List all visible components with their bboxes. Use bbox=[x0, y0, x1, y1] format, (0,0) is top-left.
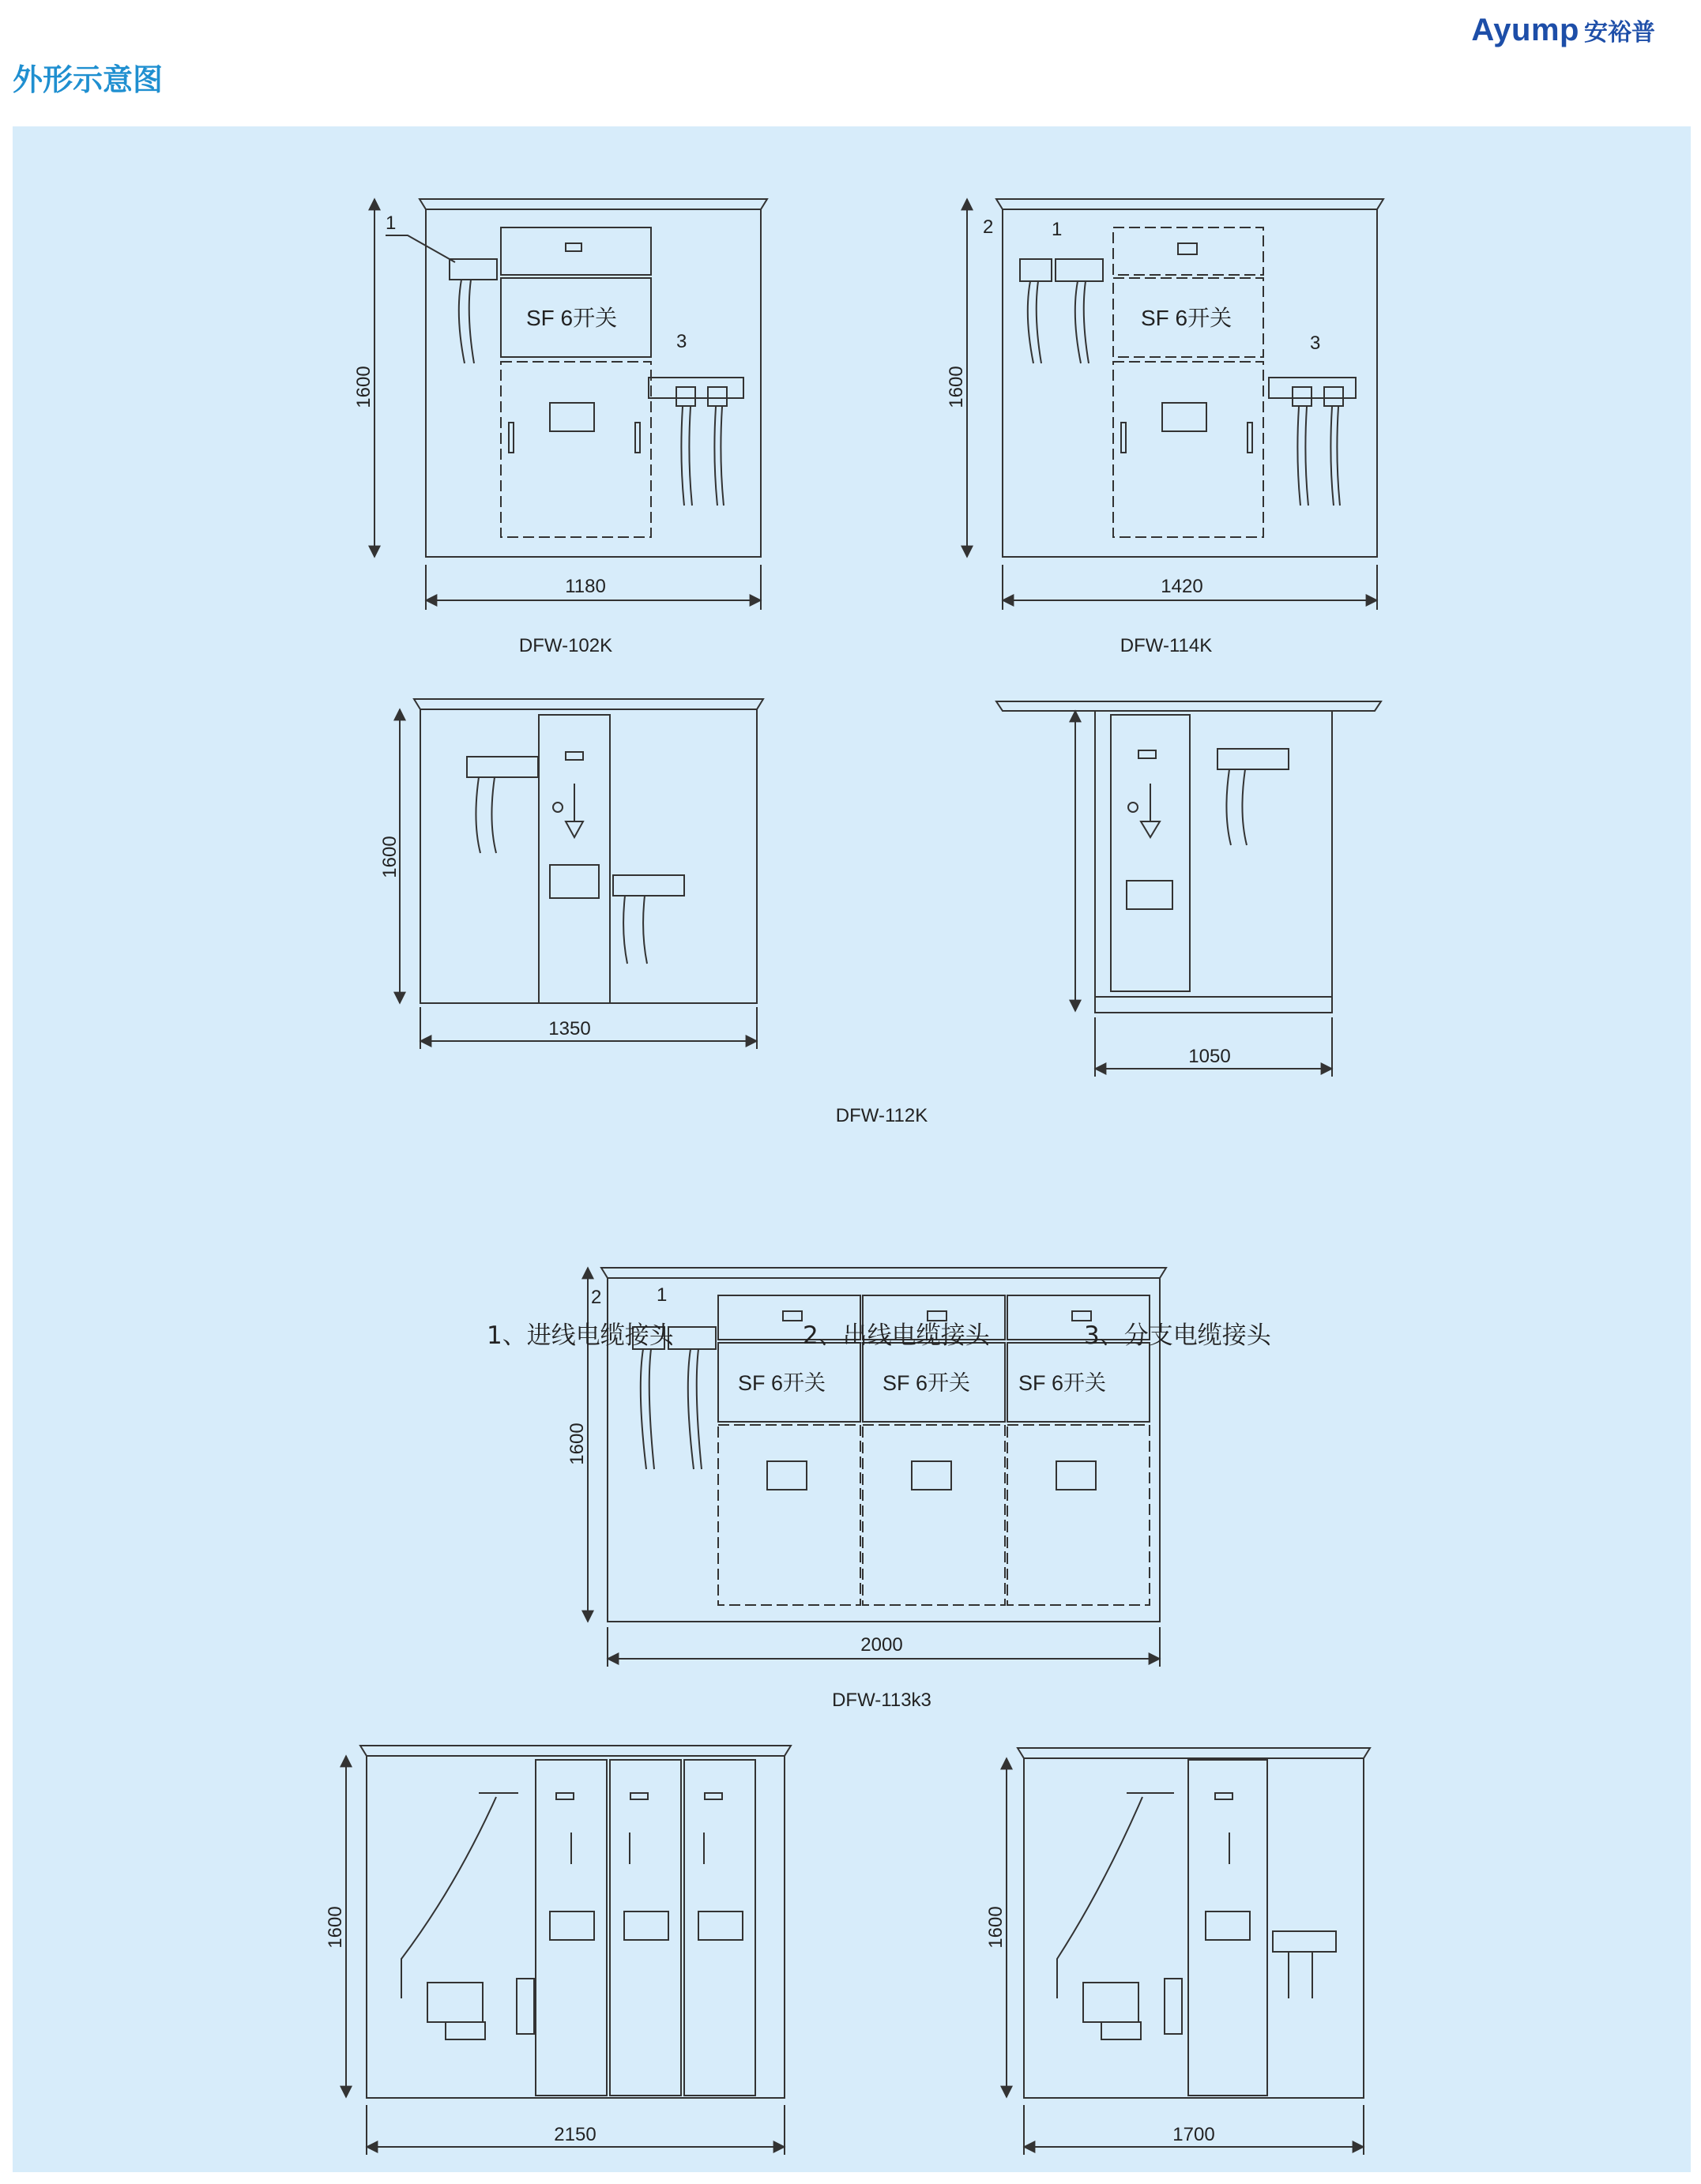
callout-3: 3 bbox=[1310, 333, 1321, 354]
callout-2: 2 bbox=[591, 1287, 602, 1308]
sf6-switch-label: SF 6开关 bbox=[526, 306, 618, 330]
drawing-bottom-left bbox=[346, 1746, 791, 2155]
legend-item-2: 2、出线电缆接头 bbox=[803, 1321, 990, 1350]
legend-item-1: 1、进线电缆接头 bbox=[487, 1321, 674, 1350]
sf6-switch-label: SF 6开关 bbox=[1018, 1371, 1107, 1395]
drawing-dfw-102k bbox=[374, 199, 767, 610]
sf6-switch-label: SF 6开关 bbox=[1141, 306, 1232, 330]
callout-3: 3 bbox=[676, 331, 687, 352]
model-label: DFW-102K bbox=[518, 635, 613, 656]
width-dimension-label: 1050 bbox=[1188, 1046, 1231, 1067]
width-dimension-label: 1420 bbox=[1161, 576, 1203, 597]
model-label: DFW-114K bbox=[1120, 635, 1213, 656]
model-label: DFW-112K bbox=[835, 1105, 928, 1126]
drawing-dfw-112k-left bbox=[400, 699, 763, 1049]
width-dimension-label: 1700 bbox=[1172, 2124, 1215, 2145]
width-dimension-label: 2150 bbox=[554, 2124, 596, 2145]
width-dimension-label: 2000 bbox=[860, 1634, 903, 1656]
brand-logo bbox=[1471, 13, 1655, 48]
height-dimension-label: 1600 bbox=[379, 836, 401, 878]
height-dimension-label: 1600 bbox=[946, 366, 967, 408]
callout-2: 2 bbox=[983, 216, 994, 238]
width-dimension-label: 1350 bbox=[548, 1018, 591, 1039]
callout-1: 1 bbox=[386, 212, 397, 234]
legend-item-3: 3、分支电缆接头 bbox=[1084, 1321, 1271, 1350]
callout-1: 1 bbox=[657, 1284, 668, 1306]
drawing-dfw-112k-right bbox=[996, 701, 1381, 1077]
technical-drawings bbox=[13, 126, 1691, 2172]
height-dimension-label: 1600 bbox=[325, 1906, 346, 1949]
drawing-dfw-114k bbox=[967, 199, 1383, 610]
height-dimension-label: 1600 bbox=[353, 366, 374, 408]
brand-subtitle: 安裕普 bbox=[1584, 19, 1655, 47]
drawing-bottom-right bbox=[1007, 1748, 1370, 2155]
sf6-switch-label: SF 6开关 bbox=[738, 1371, 826, 1395]
height-dimension-label: 1600 bbox=[566, 1423, 588, 1465]
height-dimension-label: 1600 bbox=[985, 1906, 1007, 1949]
callout-1: 1 bbox=[1052, 219, 1063, 240]
drawing-panel bbox=[13, 126, 1691, 2172]
width-dimension-label: 1180 bbox=[565, 576, 606, 597]
brand-name: Ayump bbox=[1471, 13, 1579, 47]
model-label: DFW-113k3 bbox=[832, 1690, 931, 1711]
sf6-switch-label: SF 6开关 bbox=[882, 1371, 971, 1395]
page-title: 外形示意图 bbox=[13, 62, 164, 97]
